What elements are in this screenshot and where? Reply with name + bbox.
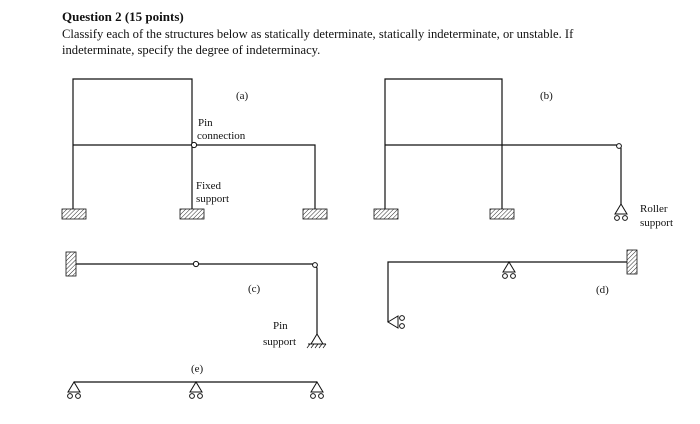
pin-connection-label-1: Pin: [198, 117, 213, 129]
label-a: (a): [236, 90, 249, 102]
pin-support-label-1: Pin: [273, 320, 288, 332]
structure-a: [62, 79, 327, 219]
frame-d: [388, 262, 627, 322]
label-e: (e): [191, 363, 204, 375]
roller-support-label-2: support: [640, 217, 673, 229]
pin-connection-b: [617, 144, 622, 149]
fixed-support-icon: [627, 250, 637, 274]
structure-e: [68, 363, 324, 398]
fixed-support-icon: [62, 209, 86, 219]
roller-support-icon: [68, 382, 81, 398]
frame-a-beam: [73, 145, 315, 209]
fixed-support-label-2: support: [196, 193, 229, 205]
frame-a-upper: [73, 79, 192, 209]
label-b: (b): [540, 90, 553, 102]
roller-support-icon: [190, 382, 203, 398]
fixed-support-label-1: Fixed: [196, 180, 222, 192]
structure-d: [388, 250, 637, 328]
fixed-support-icon: [303, 209, 327, 219]
pin-connection-c: [193, 261, 198, 266]
frame-b-upper: [385, 79, 502, 209]
prompt-line-1: Classify each of the structures below as statically determinate, statically indeterminate, or unstable. If: [62, 27, 574, 41]
question-title: Question 2 (15 points): [62, 9, 184, 24]
roller-support-icon: [615, 204, 628, 220]
fixed-support-icon: [490, 209, 514, 219]
prompt-line-2: indeterminate, specify the degree of indeterminacy.: [62, 43, 321, 57]
roller-support-icon: [503, 262, 516, 278]
pin-support-label-2: support: [263, 336, 296, 348]
roller-support-label-1: Roller: [640, 203, 668, 215]
fixed-support-icon: [180, 209, 204, 219]
pin-support-icon: [307, 334, 326, 348]
frame-b-beam: [385, 145, 621, 204]
fixed-support-icon: [66, 252, 76, 276]
roller-support-icon: [388, 316, 404, 329]
pin-connection-label-2: connection: [197, 130, 246, 142]
structure-b: [374, 79, 673, 229]
label-d: (d): [596, 284, 609, 296]
roller-support-icon: [311, 382, 324, 398]
fixed-support-icon: [374, 209, 398, 219]
label-c: (c): [248, 283, 261, 295]
pin-connection-a: [191, 142, 196, 147]
structure-c: [66, 252, 326, 348]
pin-connection-c-corner: [313, 263, 318, 268]
